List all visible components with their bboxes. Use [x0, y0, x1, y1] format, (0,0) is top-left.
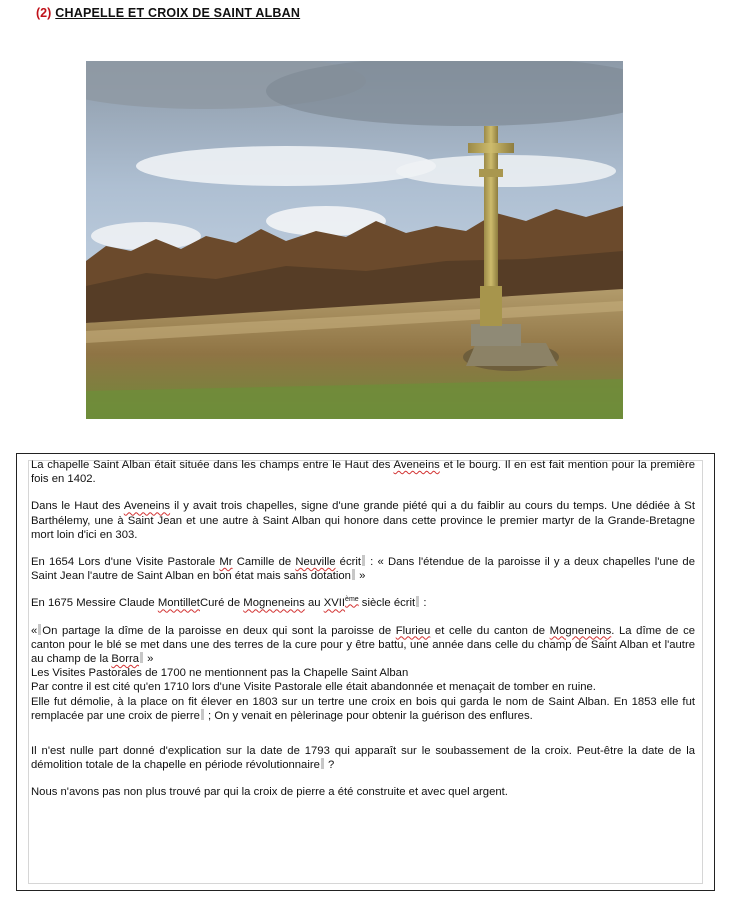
text-frame [16, 453, 715, 891]
paragraph-6: Les Visites Pastorales de 1700 ne mentionnent pas la Chapelle Saint Alban [31, 667, 409, 680]
paragraph-2: Dans le Haut des Aveneins il y avait trois chapelles, signe d'une grande piété qui a du faiblir au cours du temps. Une dédiée à St Barthélemy, une à Saint Jean et une autre à Saint Alban qui honore dans cette province le premier martyr de la Grande-Bretagne mort loin d'ici en 303. [31, 500, 695, 541]
paragraph-7: Par contre il est cité qu'en 1710 lors d'une Visite Pastorale elle était abandonnée et menaçait de tomber en ruine. [31, 681, 596, 694]
paragraph-5: « On partage la dîme de la paroisse en deux qui sont la paroisse de Flurieu et celle du canton de Mogneneins. La dîme de ce canton pour le blé se met dans une des terres de la cure pour y être battu, une année dans celle du champ de Saint Alban et l'autre au champ de la Borra » [31, 624, 695, 666]
paragraph-4: En 1675 Messire Claude MontilletCuré de Mogneneins au XVIIème siècle écrit : [31, 596, 427, 610]
paragraph-10: Nous n'avons pas non plus trouvé par qui la croix de pierre a été construite et avec quel argent. [31, 786, 508, 799]
page-heading [36, 6, 300, 20]
paragraph-8: Elle fut démolie, à la place on fit élever en 1803 sur un tertre une croix en bois qui garda le nom de Saint Alban. En 1853 elle fut remplacée par une croix de pierre ; On y venait en pèlerinage pour obtenir la guérison des enflures. [31, 695, 695, 722]
heading-title: CHAPELLE ET CROIX DE SAINT ALBAN [55, 6, 301, 20]
heading-number: (2) [36, 6, 52, 20]
paragraph-9: Il n'est nulle part donné d'explication sur la date de 1793 qui apparaît sur le soubassement de la croix. Peut-être la date de la démolition totale de la chapelle en période révolutionnaire ? [31, 745, 695, 772]
cross-photo [86, 61, 623, 419]
history-text [31, 458, 695, 800]
paragraph-3: En 1654 Lors d'une Visite Pastorale Mr Camille de Neuville écrit : « Dans l'étendue de la paroisse il y a deux chapelles l'une de Saint Jean l'autre de Saint Alban en bon état mais sans dotation » [31, 556, 695, 583]
paragraph-1: La chapelle Saint Alban était située dans les champs entre le Haut des Aveneins et le bourg. Il en est fait mention pour la première fois en 1402. [31, 459, 695, 486]
stone-cross-illustration [86, 61, 623, 419]
